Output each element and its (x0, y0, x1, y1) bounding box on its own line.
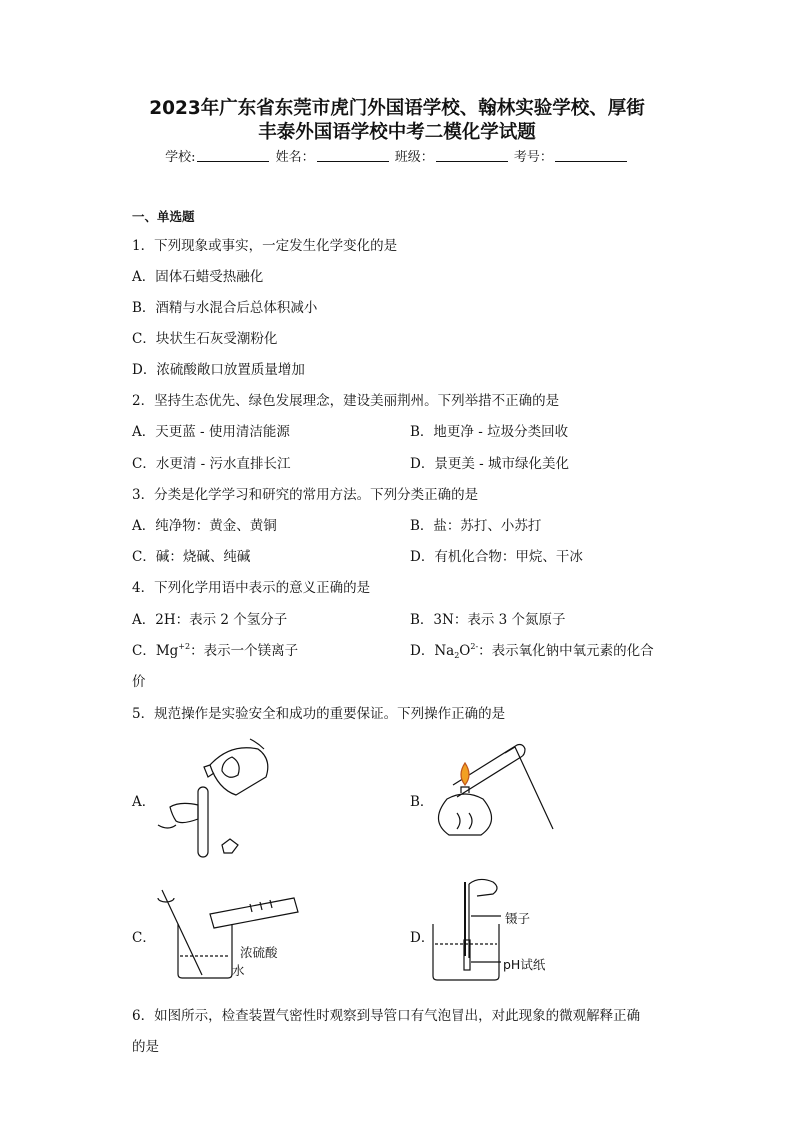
lamp-liquid-lines (457, 813, 472, 829)
fig-d-label-tweezers: 镊子 (505, 911, 531, 926)
exam-number-blank[interactable] (555, 149, 627, 162)
q1-option-a[interactable]: A．固体石蜡受热融化 (132, 269, 264, 285)
fig-d-label-ph-paper: pH试纸 (503, 957, 546, 972)
q5-label-d[interactable]: D． (410, 930, 435, 946)
test-tube-holder (505, 747, 553, 829)
school-label: 学校: (165, 150, 196, 165)
name-blank[interactable] (317, 149, 389, 162)
hand-icon (469, 879, 497, 896)
beaker (178, 924, 232, 978)
section-title: 一、单选题 (132, 209, 195, 224)
q4-option-d-wrap: 价 (132, 674, 146, 690)
q4-c-prefix: C．Mg (132, 643, 179, 659)
q1-option-d[interactable]: D．浓硫酸敞口放置质量增加 (132, 362, 305, 378)
q5-figure-a (150, 735, 280, 865)
q5-stem: 5．规范操作是实验安全和成功的重要保证。下列操作正确的是 (132, 706, 506, 722)
q4-option-d[interactable] (410, 639, 654, 660)
q2-stem: 2．坚持生态优先、绿色发展理念，建设美丽荆州。下列举措不正确的是 (132, 393, 560, 409)
q5-figure-b (425, 735, 565, 865)
q1-option-b[interactable]: B．酒精与水混合后总体积减小 (132, 300, 318, 316)
hand-on-bottle (222, 757, 239, 777)
q4-d-subscript: 2 (454, 651, 460, 660)
q1-stem: 1．下列现象或事实，一定发生化学变化的是 (132, 238, 398, 254)
fig-c-label-acid: 浓硫酸 (240, 945, 278, 960)
alcohol-lamp (438, 794, 491, 835)
q6-stem-line-2: 的是 (132, 1039, 159, 1055)
q4-d-oxygen: O (459, 643, 471, 659)
student-info-fields (0, 146, 794, 165)
q3-option-d[interactable]: D．有机化合物：甲烷、干冰 (410, 549, 583, 565)
q4-d-suffix: ：表示氧化钠中氧元素的化合 (478, 643, 654, 659)
q6-stem-line-1: 6．如图所示，检查装置气密性时观察到导管口有气泡冒出，对此现象的微观解释正确 (132, 1008, 641, 1024)
title-line-2: 丰泰外国语学校中考二模化学试题 (258, 122, 536, 143)
class-label: 班级： (394, 150, 434, 165)
q5-label-b[interactable]: B． (410, 794, 434, 810)
q2-option-b[interactable]: B．地更净 - 垃圾分类回收 (410, 424, 569, 440)
q5-figure-d (425, 878, 515, 990)
exam-number-label: 考号： (513, 150, 553, 165)
q3-stem: 3．分类是化学学习和研究的常用方法。下列分类正确的是 (132, 487, 479, 503)
q4-option-c[interactable] (132, 639, 298, 659)
q4-c-suffix: ：表示一个镁离子 (190, 643, 299, 659)
school-blank[interactable] (197, 149, 269, 162)
q3-option-a[interactable]: A．纯净物：黄金、黄铜 (132, 518, 277, 534)
q1-option-c[interactable]: C．块状生石灰受潮粉化 (132, 331, 278, 347)
q5-label-a[interactable]: A． (132, 794, 156, 810)
bottle-stopper (222, 839, 238, 853)
q5-label-c[interactable]: C． (132, 930, 156, 946)
q4-c-superscript: +2 (178, 642, 191, 651)
hand-holding-tube (170, 803, 198, 822)
name-label: 姓名： (275, 150, 315, 165)
q3-option-c[interactable]: C．碱：烧碱、纯碱 (132, 549, 251, 565)
q3-option-b[interactable]: B．盐：苏打、小苏打 (410, 518, 542, 534)
flame-icon (461, 763, 469, 785)
class-blank[interactable] (436, 149, 508, 162)
test-tube (198, 787, 208, 857)
fig-c-label-water: 水 (232, 963, 245, 978)
q2-option-c[interactable]: C．水更清 - 污水直排长江 (132, 456, 291, 472)
q2-option-a[interactable]: A．天更蓝 - 使用清洁能源 (132, 424, 290, 440)
title-line-1: 2023年广东省东莞市虎门外国语学校、翰林实验学校、厚街 (149, 98, 645, 119)
q4-option-b[interactable]: B．3N：表示 3 个氮原子 (410, 612, 566, 628)
q4-d-prefix: D．Na (410, 643, 455, 659)
q5-figure-c (150, 880, 310, 990)
wrist-line (158, 825, 176, 828)
q4-d-superscript: 2- (470, 642, 479, 651)
q4-option-a[interactable]: A．2H：表示 2 个氢分子 (132, 612, 288, 628)
glass-rod (162, 890, 202, 975)
q2-option-d[interactable]: D．景更美 - 城市绿化美化 (410, 456, 569, 472)
graduated-cylinder (210, 898, 298, 928)
q4-stem: 4．下列化学用语中表示的意义正确的是 (132, 580, 371, 596)
